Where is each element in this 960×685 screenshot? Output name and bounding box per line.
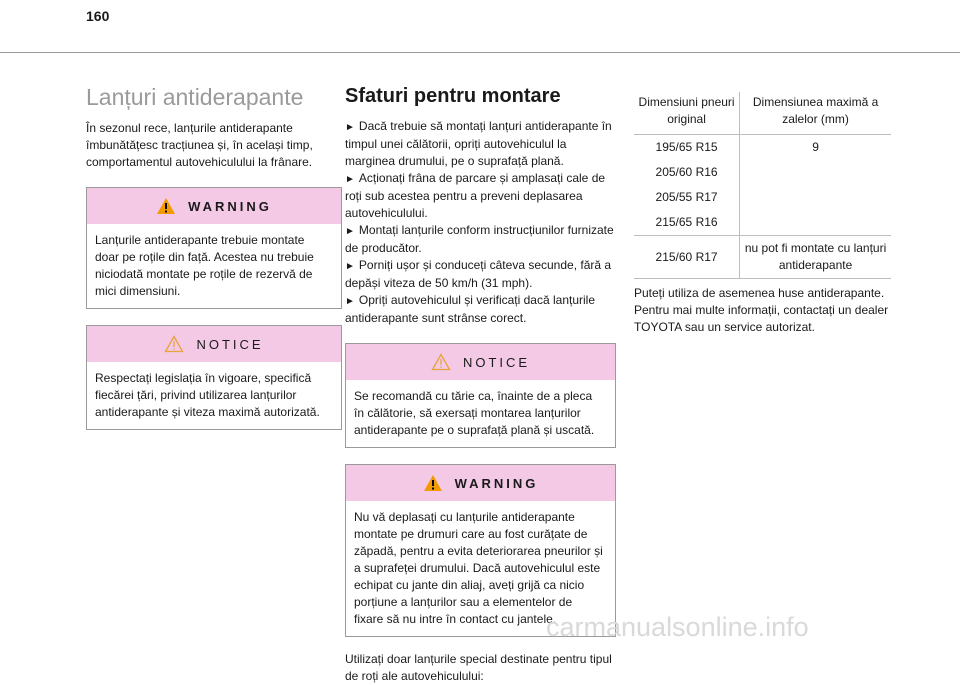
notice-header bbox=[87, 326, 341, 362]
arrow-icon: ► bbox=[345, 296, 355, 307]
column-2 bbox=[345, 84, 616, 685]
warning-label: WARNING bbox=[454, 475, 539, 491]
tire-size-cell: 195/65 R15 bbox=[634, 135, 740, 161]
table-row bbox=[634, 135, 891, 161]
section-title: Lanțuri antiderapante bbox=[86, 84, 304, 110]
notice-header bbox=[346, 344, 615, 380]
header-max-link-size: Dimensiunea maximă a zalelor (mm) bbox=[752, 95, 879, 126]
notice-box bbox=[345, 343, 616, 448]
list-item: ► Dacă trebuie să montați lanțuri antiderapante în timpul unei călătorii, opriți autovehiculul la marginea drumului, pe o suprafață plană. bbox=[345, 119, 612, 168]
step-list bbox=[345, 118, 616, 327]
arrow-icon: ► bbox=[345, 226, 355, 237]
arrow-icon: ► bbox=[345, 122, 355, 133]
tire-size-cell: 205/60 R16 bbox=[634, 160, 740, 185]
header-original-size: Dimensiuni pneuri original bbox=[634, 92, 740, 135]
intro-paragraph: În sezonul rece, lanțurile antiderapante îmbunătățesc tracțiunea și, în același timp, comportamentul autovehiculului la frânare. bbox=[86, 121, 313, 169]
header-rule bbox=[0, 52, 960, 53]
mounting-tips-title: Sfaturi pentru montare bbox=[345, 85, 561, 107]
table-row bbox=[634, 92, 891, 135]
warning-box bbox=[86, 187, 342, 309]
list-item: ► Opriți autovehiculul și verificați dacă lanțurile antiderapante sunt strânse corect. bbox=[345, 293, 596, 325]
notice-label: NOTICE bbox=[196, 336, 264, 352]
page-number: 160 bbox=[86, 8, 110, 24]
watermark: carmanualsonline.info bbox=[546, 612, 809, 642]
chain-type-note: Utilizați doar lanțurile special destinate pentru tipul de roți ale autovehiculului: bbox=[345, 652, 612, 683]
warning-triangle-icon bbox=[423, 474, 443, 492]
warning-triangle-icon bbox=[156, 197, 176, 215]
link-size-cell: nu pot fi montate cu lanțuri antiderapante bbox=[740, 236, 891, 279]
column-1 bbox=[86, 84, 342, 430]
warning-label: WARNING bbox=[188, 198, 272, 214]
notice-triangle-icon bbox=[164, 335, 184, 353]
notice-box bbox=[86, 325, 342, 430]
table-row bbox=[634, 236, 891, 279]
tire-size-cell: 215/65 R16 bbox=[634, 210, 740, 236]
arrow-icon: ► bbox=[345, 174, 355, 185]
warning-text: Nu vă deplasați cu lanțurile antiderapante montate pe drumuri care au fost curățate de zăpadă, pentru a evita deteriorarea pneurilor și a suprafeței drumului. Dacă autovehiculul este echipat cu jante din aliaj, aveți grijă ca nicio porțiune a lanțurilor sau a elementelor de fixare să nu intre în contact cu jantele. bbox=[354, 510, 603, 626]
column-3 bbox=[634, 84, 894, 336]
tire-size-cell: 215/60 R17 bbox=[634, 236, 740, 279]
arrow-icon: ► bbox=[345, 261, 355, 272]
warning-text: Lanțurile antiderapante trebuie montate doar pe roțile din față. Acestea nu trebuie niciodată montate pe roțile de rezervă de mici dimensiuni. bbox=[95, 233, 314, 298]
table-bottom-rule bbox=[634, 279, 891, 280]
link-size-cell: 9 bbox=[740, 135, 891, 236]
warning-header bbox=[87, 188, 341, 224]
notice-text: Se recomandă cu tărie ca, înainte de a pleca în călătorie, să exersați montarea lanțurilor antiderapante pe o suprafață plană și uscată. bbox=[354, 389, 595, 437]
list-item: ► Montați lanțurile conform instrucțiunilor furnizate de producător. bbox=[345, 223, 614, 255]
warning-header bbox=[346, 465, 615, 501]
notice-label: NOTICE bbox=[462, 354, 531, 370]
tire-size-cell: 205/55 R17 bbox=[634, 185, 740, 210]
notice-text: Respectați legislația în vigoare, specifică fiecărei țări, privind utilizarea lanțurilor antiderapante și viteza maximă autorizată. bbox=[95, 371, 320, 419]
snow-sock-note: Puteți utiliza de asemenea huse antiderapante. Pentru mai multe informații, contactați un dealer TOYOTA sau un service autorizat. bbox=[634, 286, 889, 334]
notice-triangle-icon bbox=[431, 353, 451, 371]
list-item: ► Porniți ușor și conduceți câteva secunde, fără a depăși viteza de 50 km/h (31 mph). bbox=[345, 258, 612, 290]
list-item: ► Acționați frâna de parcare și amplasați cale de roți sub acestea pentru a preveni deplasarea autovehiculului. bbox=[345, 171, 606, 220]
tire-dimensions-table bbox=[634, 92, 891, 279]
